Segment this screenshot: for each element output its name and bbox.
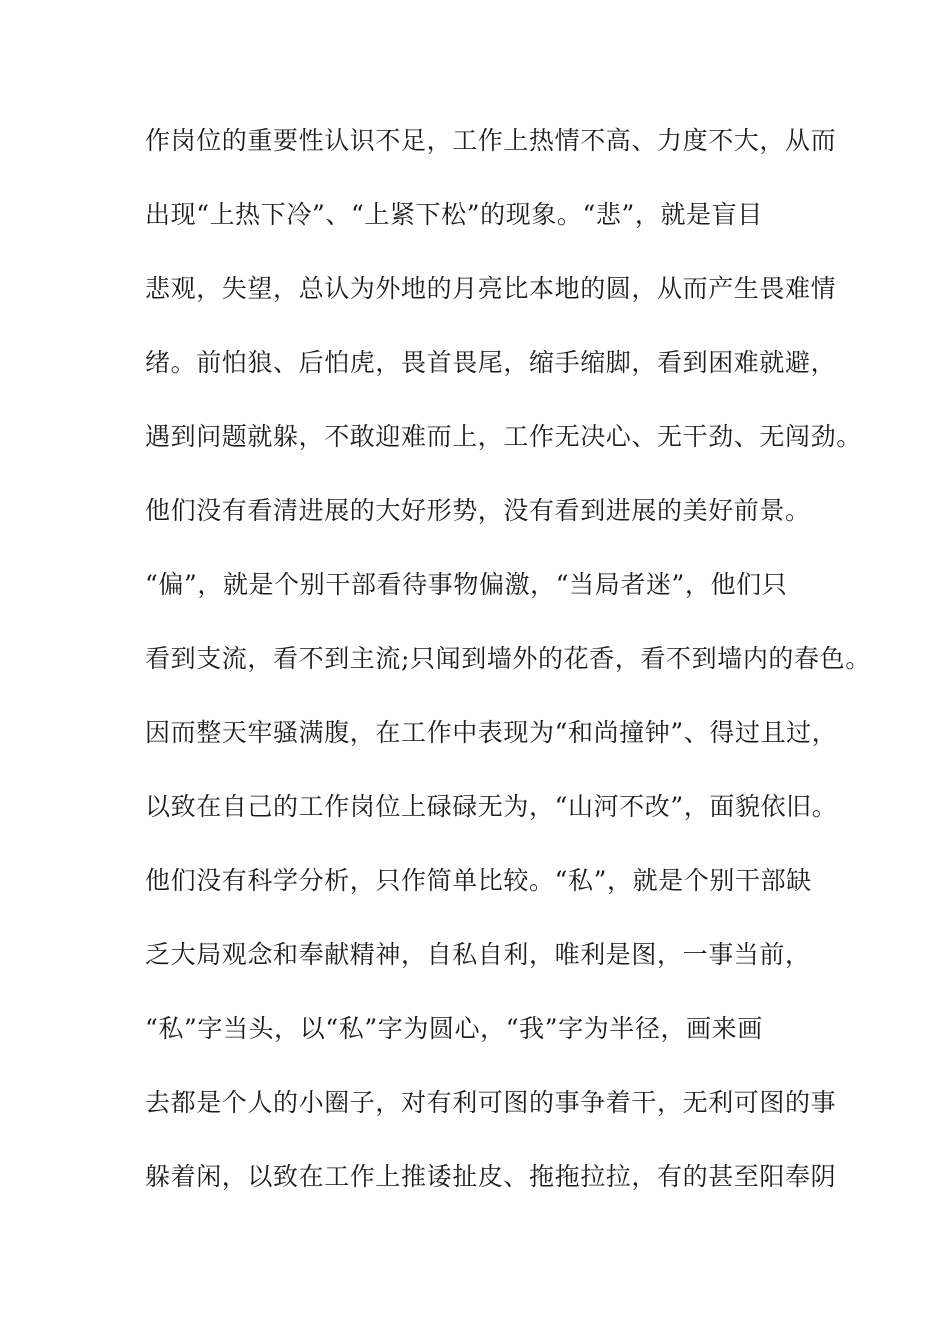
text-line: 以致在自己的工作岗位上碌碌无为，“山河不改”，面貌依旧。 [145,792,838,821]
text-line: 因而整天牢骚满腹，在工作中表现为“和尚撞钟”、得过且过， [145,718,838,747]
text-line: “私”字当头，以“私”字为圆心，“我”字为半径，画来画 [145,1014,763,1043]
text-line: 绪。前怕狼、后怕虎，畏首畏尾，缩手缩脚，看到困难就避， [145,348,837,377]
text-line: 他们没有看清进展的大好形势，没有看到进展的美好前景。 [145,496,811,525]
text-line: 看到支流，看不到主流;只闻到墙外的花香，看不到墙内的春色。 [145,644,871,673]
text-line: 遇到问题就躲，不敢迎难而上，工作无决心、无干劲、无闯劲。 [145,422,862,451]
text-line: 乏大局观念和奉献精神，自私自利，唯利是图，一事当前， [145,940,811,969]
text-line: 去都是个人的小圈子，对有利可图的事争着干，无利可图的事 [145,1088,837,1117]
text-line: 躲着闲，以致在工作上推诿扯皮、拖拖拉拉，有的甚至阳奉阴 [145,1162,837,1191]
text-line: 作岗位的重要性认识不足，工作上热情不高、力度不大，从而 [145,126,837,155]
text-line: 出现“上热下冷”、“上紧下松”的现象。“悲”，就是盲目 [145,200,763,229]
text-line: “偏”，就是个别干部看待事物偏激，“当局者迷”，他们只 [145,570,788,599]
text-line: 他们没有科学分析，只作简单比较。“私”，就是个别干部缺 [145,866,812,895]
body-text [145,126,871,1238]
text-line: 悲观，失望，总认为外地的月亮比本地的圆，从而产生畏难情 [145,274,837,303]
